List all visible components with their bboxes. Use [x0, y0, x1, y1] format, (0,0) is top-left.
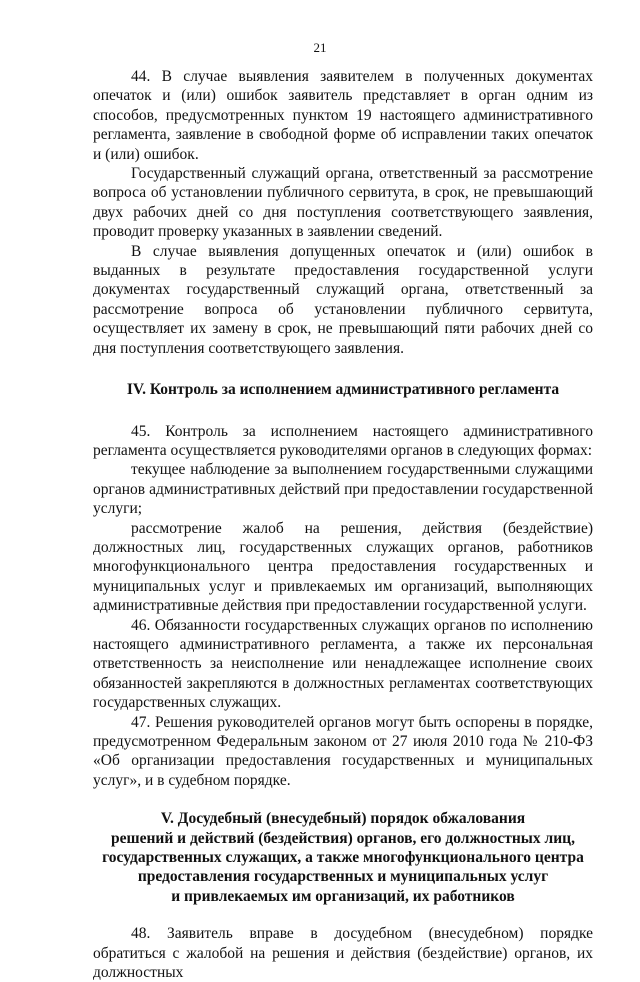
- paragraph-45-form-complaints: рассмотрение жалоб на решения, действия (бездействие) должностных лиц, государственных служащих органов, работников многофункционального центра предоставления государственных и муниципальных услуг и привлекаемых им организаций, выполняющих административные действия при предоставлении государственной услуги.: [93, 519, 593, 615]
- paragraph-45-form-observation: текущее наблюдение за выполнением государственными служащими органов административных действий при предоставлении государственной услуги;: [93, 461, 593, 518]
- document-body: [93, 67, 593, 982]
- section-v-heading-line: государственных служащих, а также многофункционального центра: [102, 849, 584, 867]
- paragraph-45: 45. Контроль за исполнением настоящего административного регламента осуществляется руководителями органов в следующих формах:: [93, 422, 593, 459]
- paragraph-44: 44. В случае выявления заявителем в полученных документах опечаток и (или) ошибок заявитель представляет в орган одним из способов, предусмотренных пунктом 19 настоящего административного регламента, заявление в свободной форме об исправлении таких опечаток и (или) ошибок.: [93, 68, 593, 163]
- section-iv-heading: IV. Контроль за исполнением административного регламента: [126, 381, 560, 399]
- section-v-heading-line: и привлекаемых им организаций, их работников: [171, 887, 515, 905]
- section-v-heading-line: решений и действий (бездействия) органов, его должностных лиц,: [111, 829, 575, 847]
- section-v-heading: [93, 809, 593, 906]
- paragraph-47: 47. Решения руководителей органов могут быть оспорены в порядке, предусмотренном Федеральным законом от 27 июля 2010 года № 210-ФЗ «Об организации предоставления государственных и муниципальных услуг», и в судебном порядке.: [93, 713, 593, 789]
- paragraph-44-review: Государственный служащий органа, ответственный за рассмотрение вопроса об установлении публичного сервитута, в срок, не превышающий двух рабочих дней со дня поступления соответствующего заявления, проводит проверку указанных в заявлении сведений.: [93, 165, 593, 241]
- paragraph-48: 48. Заявитель вправе в досудебном (внесудебном) порядке обратиться с жалобой на решения и действия (бездействие) органов, их должностных: [93, 925, 593, 982]
- section-v-heading-line: V. Досудебный (внесудебный) порядок обжалования: [160, 810, 526, 828]
- page-number: 21: [313, 40, 327, 55]
- section-v-heading-line: предоставления государственных и муниципальных услуг: [137, 868, 549, 886]
- paragraph-46: 46. Обязанности государственных служащих органов по исполнению настоящего административного регламента, а также их персональная ответственность за неисполнение или ненадлежащее исполнение своих обязанностей закрепляются в должностных регламентах соответствующих государственных служащих.: [93, 616, 593, 712]
- paragraph-44-replacement: В случае выявления допущенных опечаток и (или) ошибок в выданных в результате предоставления государственной услуги документах государственный служащий органа, ответственный за рассмотрение вопроса об установлении публичного сервитута, осуществляет их замену в срок, не превышающий пяти рабочих дней со дня поступления соответствующего заявления.: [93, 242, 593, 357]
